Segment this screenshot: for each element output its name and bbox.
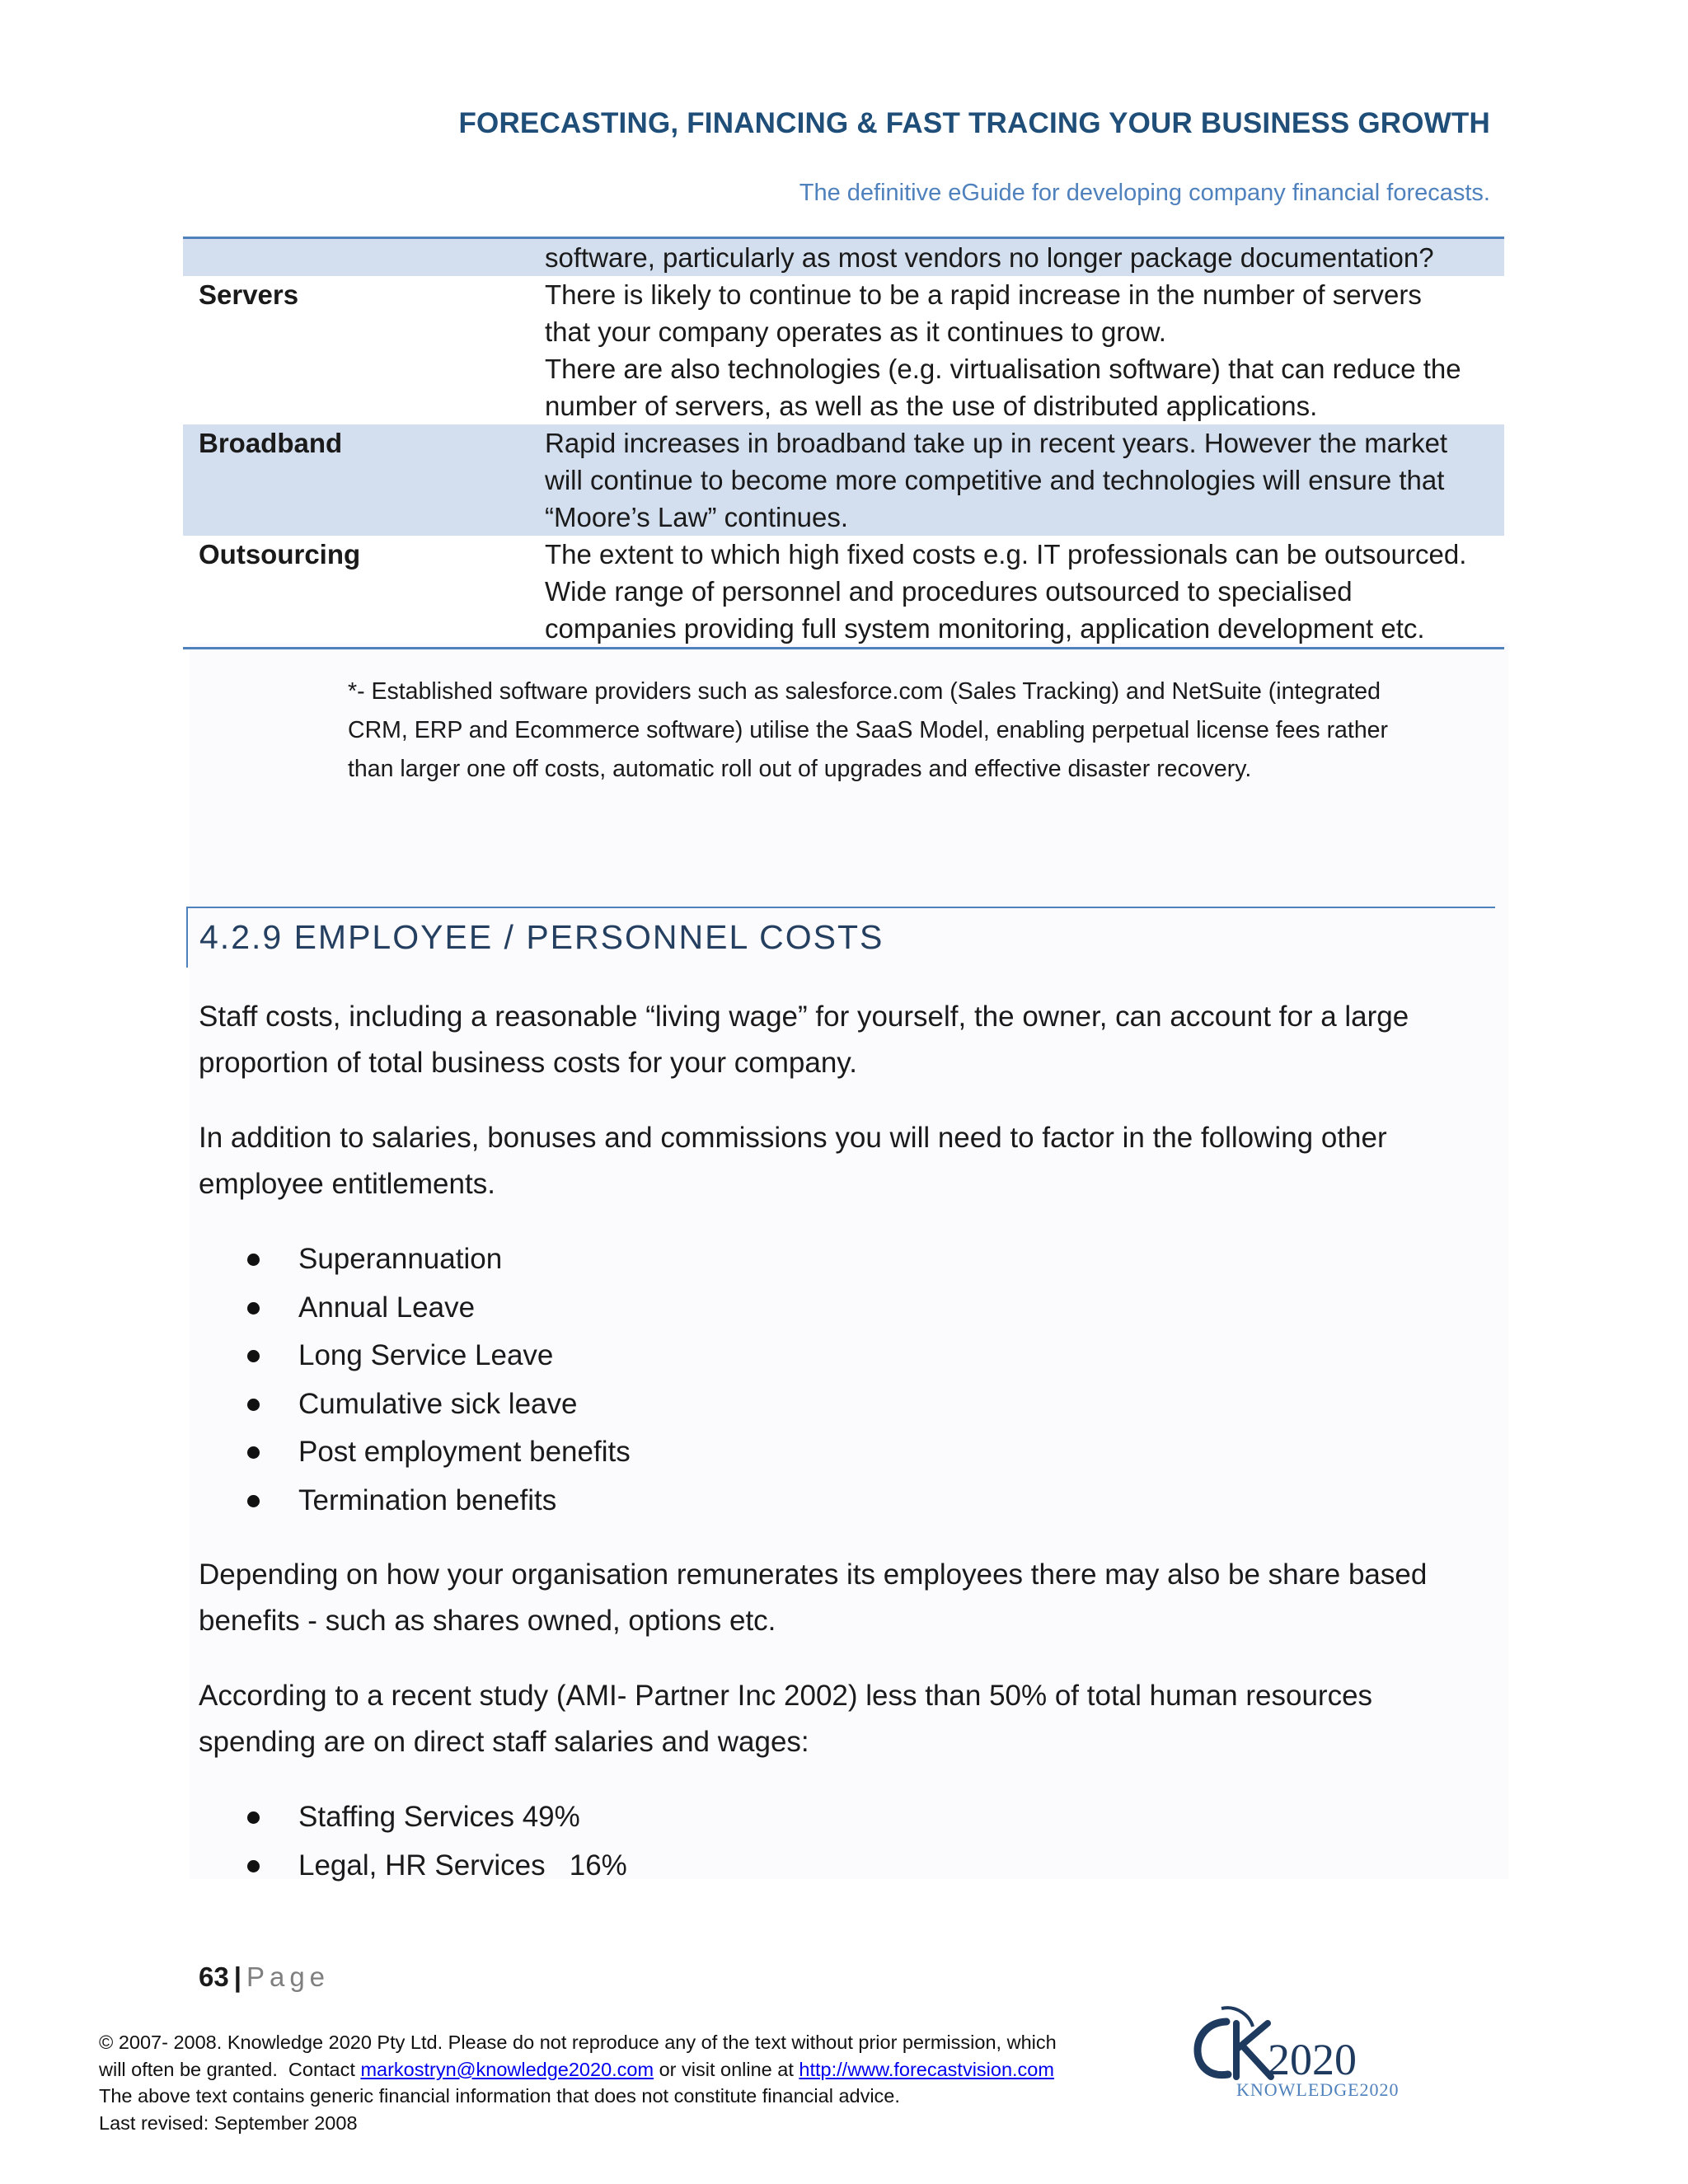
table-row-outsourcing — [183, 536, 1504, 649]
paragraph-entitlements-intro — [199, 1115, 1501, 1207]
saas-footnote — [348, 673, 1485, 789]
page-number: 63 | Page — [199, 1961, 331, 1992]
table-line: that your company operates as it continues to grow. — [545, 316, 1166, 347]
bullet-icon — [247, 1495, 260, 1507]
list-item: Superannuation — [247, 1235, 631, 1284]
list-item: Long Service Leave — [247, 1332, 631, 1380]
table-row — [183, 238, 1504, 277]
paragraph-line: employee entitlements. — [199, 1168, 495, 1200]
knowledge2020-logo — [1179, 1999, 1426, 2106]
table-key-cell: Servers — [199, 279, 299, 310]
table-value-cell — [545, 276, 1504, 424]
footer-line: © 2007- 2008. Knowledge 2020 Pty Ltd. Please do not reproduce any of the text without prior permission, which — [99, 2032, 1057, 2053]
footer-line: will often be granted. Contact markostryn@knowledge2020.com or visit online at http://www.forecastvision.com — [99, 2058, 1054, 2080]
spending-list — [247, 1793, 627, 1890]
paragraph-line: proportion of total business costs for your company. — [199, 1047, 857, 1079]
note-line: *- Established software providers such as salesforce.com (Sales Tracking) and NetSuite (integrated — [348, 678, 1381, 705]
note-line: than larger one off costs, automatic roll out of upgrades and effective disaster recovery. — [348, 756, 1252, 782]
it-costs-table — [183, 237, 1504, 649]
paragraph-line: benefits - such as shares owned, options etc. — [199, 1605, 776, 1637]
bullet-icon — [247, 1399, 260, 1411]
table-line: There is likely to continue to be a rapid increase in the number of servers — [545, 279, 1422, 310]
list-item: Legal, HR Services 16% — [247, 1842, 627, 1891]
entitlements-list — [247, 1235, 631, 1526]
table-line: companies providing full system monitoring, application development etc. — [545, 613, 1425, 644]
table-key-cell: Broadband — [183, 424, 545, 536]
table-key-cell: Outsourcing — [199, 539, 361, 569]
svg-text:2020: 2020 — [1268, 2035, 1357, 2084]
header-subtitle: The definitive eGuide for developing company financial forecasts. — [799, 180, 1490, 206]
paragraph-study — [199, 1673, 1501, 1765]
paragraph-line: According to a recent study (AMI- Partner Inc 2002) less than 50% of total human resources — [199, 1680, 1373, 1712]
table-value-cell — [545, 424, 1504, 536]
table-line: Wide range of personnel and procedures outsourced to specialised — [545, 576, 1353, 607]
list-item: Annual Leave — [247, 1284, 631, 1333]
table-value-cell — [545, 536, 1504, 649]
table-value-cell: software, particularly as most vendors no longer package documentation? — [545, 238, 1504, 277]
section-heading-frame — [186, 907, 1495, 968]
section-title: 4.2.9 EMPLOYEE / PERSONNEL COSTS — [199, 918, 884, 956]
paragraph-line: spending are on direct staff salaries and wages: — [199, 1726, 809, 1758]
table-row-broadband — [183, 424, 1504, 536]
list-item: Cumulative sick leave — [247, 1380, 631, 1429]
table-line: There are also technologies (e.g. virtualisation software) that can reduce the — [545, 354, 1461, 384]
note-line: CRM, ERP and Ecommerce software) utilise the SaaS Model, enabling perpetual license fees rather — [348, 717, 1389, 743]
list-item: Post employment benefits — [247, 1428, 631, 1477]
paragraph-staff-costs — [199, 994, 1501, 1086]
svg-text:KNOWLEDGE2020: KNOWLEDGE2020 — [1236, 2079, 1400, 2100]
list-item: Staffing Services 49% — [247, 1793, 627, 1842]
table-line: Rapid increases in broadband take up in recent years. However the market — [545, 428, 1448, 458]
bullet-icon — [247, 1811, 260, 1824]
table-line: The extent to which high fixed costs e.g. IT professionals can be outsourced. — [545, 539, 1467, 569]
header-title: FORECASTING, FINANCING & FAST TRACING YOUR BUSINESS GROWTH — [458, 107, 1490, 139]
copyright-footer — [99, 2029, 1170, 2137]
table-line: number of servers, as well as the use of distributed applications. — [545, 391, 1318, 421]
bullet-icon — [247, 1860, 260, 1872]
paragraph-line: Staff costs, including a reasonable “living wage” for yourself, the owner, can account for a large — [199, 1001, 1409, 1033]
bullet-icon — [247, 1302, 260, 1315]
bullet-icon — [247, 1254, 260, 1266]
table-row-servers — [183, 276, 1504, 424]
table-line: will continue to become more competitive and technologies will ensure that — [545, 465, 1445, 495]
table-key-cell — [183, 238, 545, 277]
website-link[interactable]: http://www.forecastvision.com — [799, 2058, 1054, 2080]
paragraph-line: Depending on how your organisation remunerates its employees there may also be share based — [199, 1558, 1428, 1591]
email-link[interactable]: markostryn@knowledge2020.com — [360, 2058, 654, 2080]
bullet-icon — [247, 1446, 260, 1459]
list-item: Termination benefits — [247, 1477, 631, 1526]
paragraph-line: In addition to salaries, bonuses and commissions you will need to factor in the following other — [199, 1122, 1387, 1154]
bullet-icon — [247, 1350, 260, 1362]
footer-line: The above text contains generic financial information that does not constitute financial advice. — [99, 2085, 900, 2107]
footer-line: Last revised: September 2008 — [99, 2112, 358, 2135]
paragraph-share-benefits — [199, 1552, 1501, 1644]
table-line: “Moore’s Law” continues. — [545, 502, 849, 532]
